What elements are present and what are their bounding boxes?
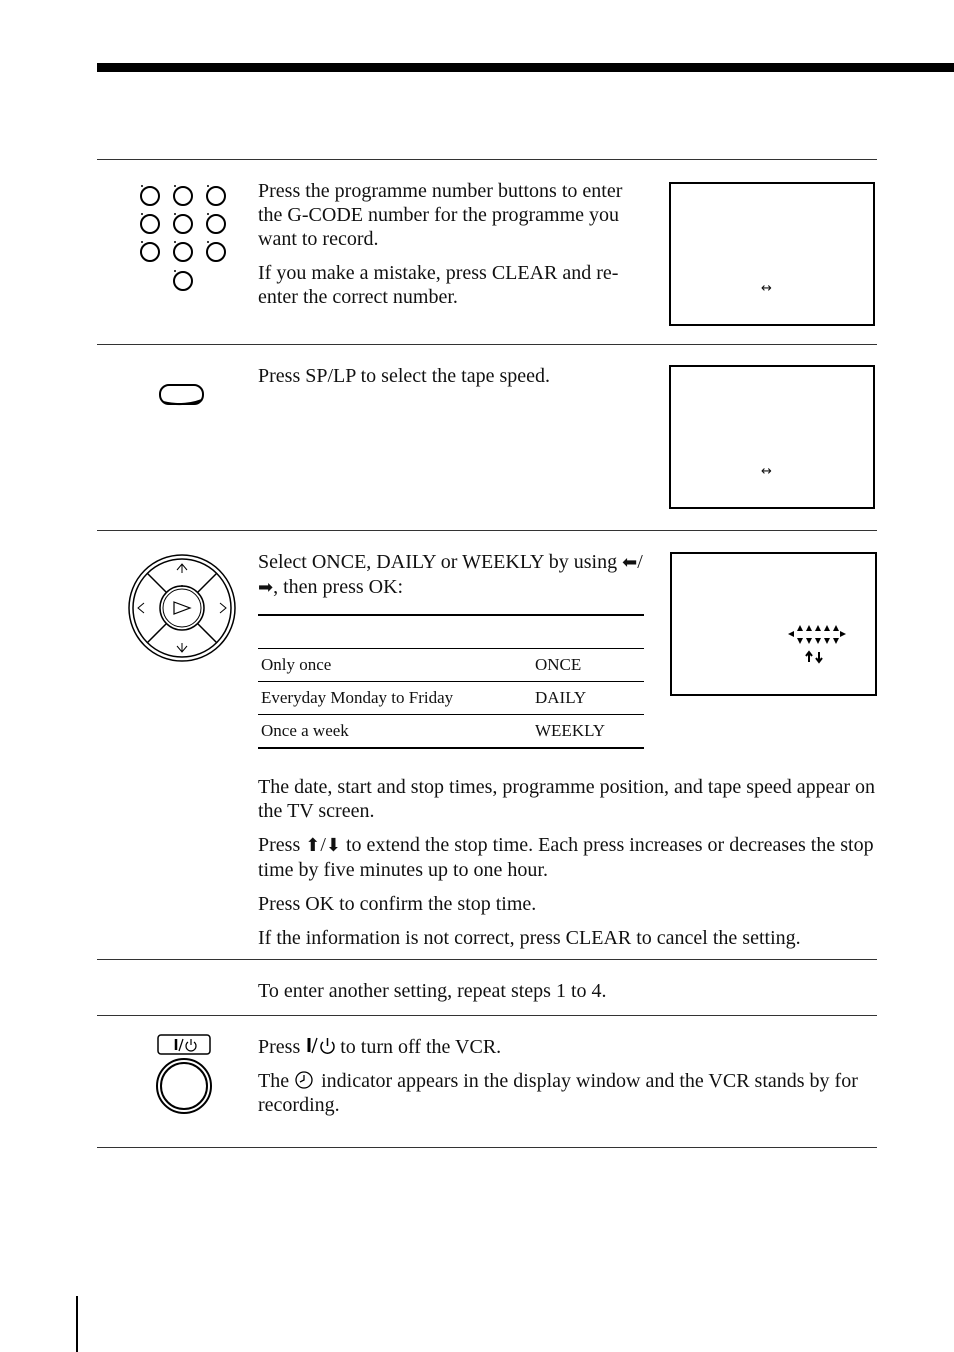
section-rule xyxy=(97,530,877,531)
table-cell-value: WEEKLY xyxy=(532,715,644,749)
tv-screen-display xyxy=(669,365,875,509)
power-symbol-icon xyxy=(305,1036,335,1056)
section-rule xyxy=(97,1015,877,1016)
top-header-bar xyxy=(97,63,954,72)
table-row xyxy=(258,715,644,749)
step1-paragraph: If you make a mistake, press CLEAR and re-enter the correct number. xyxy=(258,262,619,308)
step1-paragraph: Press the programme number buttons to enter the G-CODE number for the programme you want to record. xyxy=(258,180,623,250)
step3-details xyxy=(258,775,878,960)
table-row xyxy=(258,649,644,682)
step5-paragraph: Press to turn off the VCR. xyxy=(258,1036,502,1058)
step2-text xyxy=(258,364,658,398)
tv-screen-display xyxy=(670,552,877,696)
left-right-arrows-icon: ↔ xyxy=(761,464,771,479)
section-rule xyxy=(97,344,877,345)
step3-paragraph: Press ⬆/⬇ to extend the stop time. Each press increases or decreases the stop time by five minutes up to one hour. xyxy=(258,834,874,881)
section-rule xyxy=(97,1147,877,1148)
recording-mode-table xyxy=(258,614,644,749)
left-arrow-icon: ⬅ xyxy=(622,552,638,573)
table-cell-description: Once a week xyxy=(258,715,532,749)
step5-text xyxy=(258,1035,858,1127)
up-down-arrows-icon xyxy=(804,650,826,664)
step1-text xyxy=(258,179,643,319)
tv-screen-display xyxy=(669,182,875,326)
left-right-arrows-icon: ↔ xyxy=(761,281,771,296)
up-arrow-icon: ⬆ xyxy=(305,835,321,856)
step4-text xyxy=(258,979,858,1013)
flashing-cursor-icon xyxy=(787,622,847,648)
section-rule xyxy=(97,159,877,160)
step4-paragraph: To enter another setting, repeat steps 1 to 4. xyxy=(258,980,607,1002)
timer-clock-icon xyxy=(294,1070,316,1090)
cursor-pad-icon xyxy=(127,553,237,663)
step3-paragraph: Press OK to confirm the stop time. xyxy=(258,893,537,915)
down-arrow-icon: ⬇ xyxy=(325,835,341,856)
step5-paragraph: The indicator appears in the display window and the VCR stands by for recording. xyxy=(258,1070,858,1116)
table-row xyxy=(258,682,644,715)
step3-paragraph: The date, start and stop times, programme position, and tape speed appear on the TV screen. xyxy=(258,776,876,822)
page-margin-mark xyxy=(76,1296,78,1352)
power-button-icon xyxy=(153,1033,215,1117)
step2-paragraph: Press SP/LP to select the tape speed. xyxy=(258,365,550,387)
right-arrow-icon: ➡ xyxy=(258,577,274,598)
step3-paragraph: If the information is not correct, press CLEAR to cancel the setting. xyxy=(258,927,801,949)
number-keypad-icon xyxy=(134,180,234,296)
table-cell-value: ONCE xyxy=(532,649,644,682)
step3-intro: Select ONCE, DAILY or WEEKLY by using ⬅/➡, then press OK: xyxy=(258,551,643,598)
table-cell-description: Everyday Monday to Friday xyxy=(258,682,532,715)
table-cell-description: Only once xyxy=(258,649,532,682)
table-cell-value: DAILY xyxy=(532,682,644,715)
sp-lp-button-icon xyxy=(157,382,207,408)
table-header-row xyxy=(258,615,644,649)
